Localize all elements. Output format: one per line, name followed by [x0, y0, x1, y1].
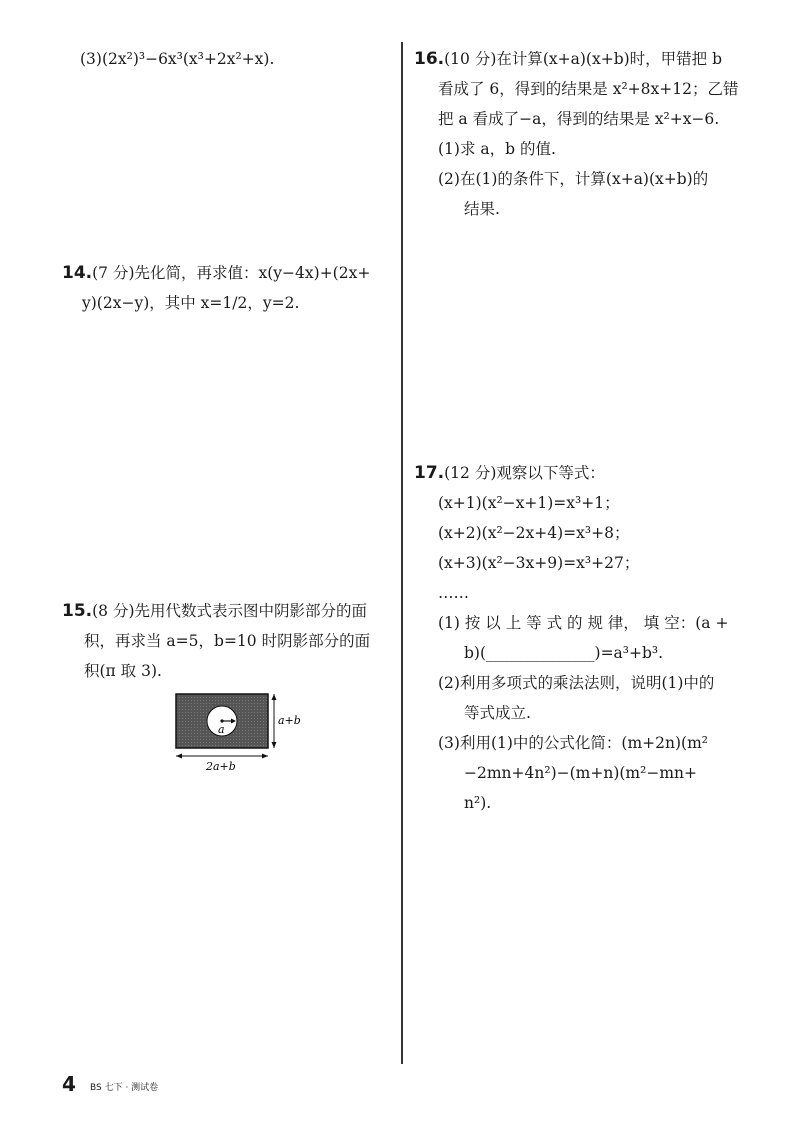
- q13-line: (3)(2x²)³−6x³(x³+2x²+x).: [80, 50, 275, 68]
- q17-part2-line1: (2)利用多项式的乘法法则，说明(1)中的: [438, 674, 715, 692]
- q17-eq1: (x+1)(x²−x+1)=x³+1；: [438, 494, 620, 512]
- q17-dots: ……: [438, 584, 469, 602]
- q17-part3-line2: −2mn+4n²)−(m+n)(m²−mn+: [464, 764, 697, 782]
- q15-number: 15.: [62, 601, 93, 621]
- column-divider: [401, 42, 403, 1064]
- question-13-part3: [80, 44, 274, 74]
- shaded-rectangle-figure: [170, 688, 310, 776]
- question-16: [414, 44, 738, 224]
- q16-part2-line2: 结果.: [464, 200, 500, 218]
- q17-part3-line1: (3)利用(1)中的公式化简：(m+2n)(m²: [438, 734, 708, 752]
- q15-line3: 积(π 取 3).: [84, 662, 162, 680]
- q17-number: 17.: [414, 463, 445, 483]
- q17-line1: (12 分)观察以下等式：: [444, 464, 605, 482]
- q16-line3: 把 a 看成了−a，得到的结果是 x²+x−6.: [438, 110, 720, 128]
- q17-part1-line2: b)(______________)=a³+b³.: [464, 644, 664, 662]
- q16-line1: (10 分)在计算(x+a)(x+b)时，甲错把 b: [444, 50, 723, 68]
- q14-line2: y)(2x−y)，其中 x=1/2，y=2.: [82, 294, 300, 312]
- question-15: [62, 596, 370, 686]
- q17-part3-line3: n²).: [464, 794, 492, 812]
- q14-line1: (7 分)先化简，再求值：x(y−4x)+(2x+: [92, 264, 371, 282]
- width-label: 2a+b: [206, 760, 236, 773]
- question-17: [414, 458, 728, 818]
- height-label: a+b: [278, 714, 301, 727]
- q15-line1: (8 分)先用代数式表示图中阴影部分的面: [92, 602, 368, 620]
- q16-number: 16.: [414, 49, 445, 69]
- q16-part2-line1: (2)在(1)的条件下，计算(x+a)(x+b)的: [438, 170, 709, 188]
- q17-eq2: (x+2)(x²−2x+4)=x³+8；: [438, 524, 630, 542]
- radius-label: a: [218, 723, 225, 736]
- page-number: 4: [62, 1072, 76, 1096]
- q14-number: 14.: [62, 263, 93, 283]
- footer-label: BS 七下 · 测试卷: [90, 1083, 159, 1093]
- q15-line2: 积，再求当 a=5，b=10 时阴影部分的面: [84, 632, 371, 650]
- q17-part1-line1: (1) 按 以 上 等 式 的 规 律， 填 空：(a +: [438, 614, 729, 632]
- question-14: [62, 258, 370, 318]
- q17-eq3: (x+3)(x²−3x+9)=x³+27；: [438, 554, 640, 572]
- q17-part2-line2: 等式成立.: [464, 704, 531, 722]
- q16-line2: 看成了 6，得到的结果是 x²+8x+12；乙错: [438, 80, 739, 98]
- q16-part1: (1)求 a，b 的值.: [438, 140, 556, 158]
